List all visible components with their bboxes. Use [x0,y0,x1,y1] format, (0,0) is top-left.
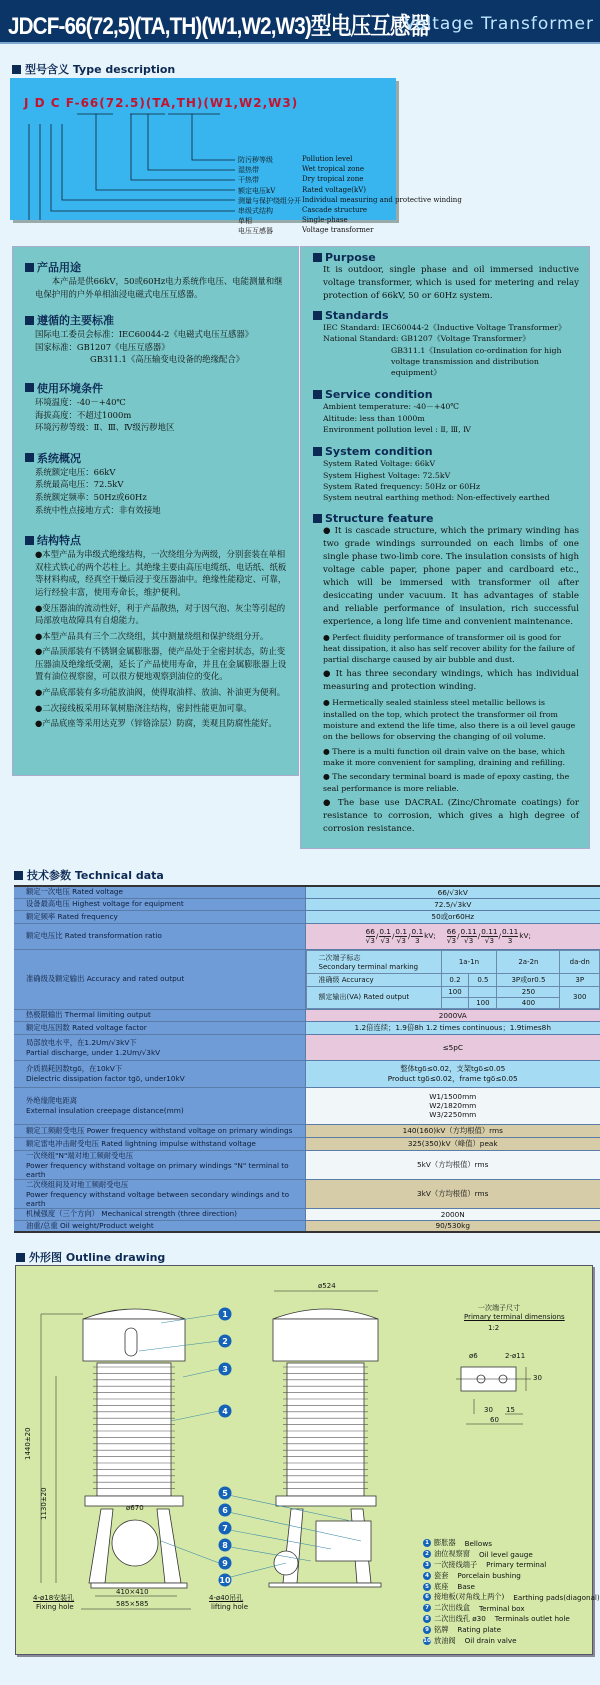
zh-system-line: 系统额定电压：66kV [35,466,116,477]
type-item-en: Rated voltage(kV) [302,185,367,194]
zh-standard-line: GB311.1《高压输变电设备的绝缘配合》 [90,354,245,365]
english-info-panel [300,246,590,849]
en-standards-heading: Standards [313,309,579,322]
technical-data-heading: 技术参数 Technical data [14,867,164,883]
type-description-heading: 型号含义 Type description [12,61,175,77]
svg-text:7: 7 [222,1524,228,1533]
callout-marker [219,1522,232,1535]
legend-number: 3 [423,1561,431,1569]
legend-item: 4 瓷套 Porcelain bushing [423,1570,600,1581]
structure-bullet: ● The secondary terminal board is made of epoxy casting, the seal performance is more reliable. [323,772,570,793]
svg-text:8: 8 [222,1541,228,1550]
legend-number: 9 [423,1626,431,1634]
ratio-fraction: $\frac{0.1}{√3}$ [379,926,391,945]
en-standard-line: National Standard: GB1207《Voltage Transformer》 [323,334,531,344]
callout-marker [219,1539,232,1552]
type-item-zh: 单相 [238,217,252,226]
type-item-en: Wet tropical zone [302,165,365,174]
fixing-hole-label-en: Fixing hole [36,1603,74,1611]
zh-purpose-heading: 产品用途 [25,259,288,275]
oil-level-gauge [125,1328,137,1356]
ratio-fraction: $\frac{0.11}{√3}$ [481,926,498,945]
type-item-en: Single-phase [302,216,348,225]
table-row: 额定频率 Rated frequency 50或or60Hz [14,910,600,923]
structure-bullet: ●本型产品具有三个二次绕组，其中测量绕组和保护绕组分开。 [35,630,269,641]
terminal-d11: 2-ø11 [505,1352,526,1360]
type-item-zh: 防污秽等级 [238,156,273,164]
zh-structure-heading: 结构特点 [25,532,288,548]
table-row: 额定电压比 Rated transformation ratio $\frac{66}{√3}$ / $\frac{0.1}{√3}$ / $\frac{0.1}{√3}$ / $\frac{0.1}{3}$ kV; $\frac{66}{√3}$ / $\frac{0.11}{√3}$ / $\frac{0.11}{√3}$ / $\frac{0.11}{3}$ kV; [14,923,600,949]
callout-marker [219,1574,232,1587]
zh-service-line: 环境温度：-40－+40℃ [35,396,126,407]
height-dimension-2: 1130±20 [40,1487,48,1520]
legend-number: 4 [423,1572,431,1580]
structure-bullet: ●变压器油的流动性好，利于产品散热，对于因气泡、灰尘等引起的局部放电故障具有自熄能力。 [35,602,286,626]
table-row: 热极限输出 Thermal limiting output 2000VA [14,1009,600,1021]
model-code: J D C F-66(72.5)(TA,TH)(W1,W2,W3) [24,96,299,110]
legend-item: 3 一次接线端子 Primary terminal [423,1560,600,1571]
table-row: 二次绕组间及对地工频耐受电压 Power frequency withstand voltage between secondary windings and to earth 3kV（方均根值）rms [14,1179,600,1208]
en-system-heading: System condition [313,445,579,458]
zh-service-line: 海拔高度：不超过1000m [35,409,132,420]
ratio-fraction: $\frac{66}{√3}$ [446,926,457,945]
structure-bullet: ● Hermetically sealed stainless steel metallic bellows is installed on the top, which protect the transformer oil from moisture and extend the life time, also there is a oil level gauge on the bellows for observing the changing of oil volume. [323,698,576,742]
table-row: 油重/总重 Oil weight/Product weight 90/530kg [14,1220,600,1232]
zh-service-heading: 使用环境条件 [25,380,288,396]
callout-marker [219,1308,232,1321]
type-item-zh: 额定电压kV [238,186,276,195]
type-item-en: Cascade structure [302,206,368,214]
callout-marker [219,1487,232,1500]
lifting-hole-label: 4-ø40吊孔 [209,1594,244,1602]
en-structure-heading: Structure feature [313,512,579,525]
structure-bullet: ●本型产品为串级式绝缘结构，一次绕组分为两级，分别套装在单相双柱式铁心的两个芯柱上。其绝缘主要由高压电缆纸、电话纸、纸板等材料构成，经真空干燥后浸于变压器油中。绝缘性能稳定、可靠，运行经验丰富，使用寿命长，维护便利。 [35,549,287,597]
legend-item: 2 油位视察窗 Oil level gauge [423,1549,600,1560]
zh-standards-heading: 遵循的主要标准 [25,312,288,328]
base-plate [269,1583,381,1587]
table-row: 额定雷电冲击耐受电压 Rated lightning impulse withstand voltage 325(350)kV（峰值）peak [14,1137,600,1150]
legend-item: 7 二次出线盒 Terminal box [423,1603,600,1614]
rating-plate [112,1520,158,1566]
svg-text:4: 4 [222,1407,228,1416]
zh-standard-line: 国际电工委员会标准：IEC60044-2《电磁式电压互感器》 [35,329,254,340]
legend-item: 5 底座 Base [423,1581,600,1592]
base-diameter: ø670 [126,1504,144,1512]
zh-system-heading: 系统概况 [25,450,288,466]
type-item-zh: 湿热带 [238,166,259,175]
zh-standard-line: 国家标准：GB1207《电压互感器》 [35,341,170,352]
legend-item: 9 铭牌 Rating plate [423,1624,600,1635]
en-purpose-heading: Purpose [313,251,579,264]
technical-data-table [14,885,600,1233]
ratio-unit: kV; [519,931,531,940]
structure-bullet: ●产品顶部装有不锈钢金属膨胀器，使产品处于全密封状态，防止变压器油及绝缘纸受潮，延长了产品使用寿命，并且在金属膨胀器上设置有油位视察窗，可以很方便地观察到油位的变化。 [35,646,287,682]
legend-item: 6 接地板(对角线上两个) Earthing pads(diagonal) [423,1592,600,1603]
type-item-zh: 电压互感器 [238,227,273,236]
terminal-title-en: Primary terminal dimensions [464,1313,565,1321]
callout-marker [219,1504,232,1517]
page-title-en: Voltage Transformer [403,14,594,34]
svg-text:3: 3 [222,1365,228,1374]
legend-number: 1 [423,1539,431,1547]
terminal-d6: ø6 [469,1352,478,1360]
table-row: 一次绕组"N"端对地工频耐受电压 Power frequency withstand voltage on primary windings "N" terminal to earth 5kV（方均根值）rms [14,1150,600,1179]
structure-bullet: ● It has three secondary windings, which has individual measuring and protection winding. [323,669,579,693]
zh-purpose-text: 本产品是供66kV，50或60Hz电力系统作电压、电能测量和继电保护用的户外单相油浸电磁式电压互感器。 [35,276,283,299]
legend-item: 8 二次出线孔 ø30 Terminals outlet hole [423,1614,600,1625]
en-system-line: System Highest Voltage: 72.5kV [323,470,451,480]
zh-service-line: 环境污秽等级：Ⅱ、Ⅲ、Ⅳ级污秽地区 [35,422,175,433]
ratio-fraction: $\frac{66}{√3}$ [365,926,375,945]
terminal-w30: 30 [484,1406,493,1414]
zh-system-line: 系统中性点接地方式：非有效接地 [35,504,161,515]
page-title: JDCF-66(72,5)(TA,TH)(W1,W2,W3)型电压互感器 [8,13,430,40]
ratio-unit: kV; [424,931,436,940]
structure-bullet: ● There is a multi function oil drain valve on the base, which make it more convenient for sampling, draining and refilling. [323,746,566,767]
type-item-en: Pollution level [302,155,353,163]
ratio-fraction: $\frac{0.1}{√3}$ [395,926,408,945]
svg-text:1: 1 [222,1310,228,1319]
svg-text:2: 2 [222,1337,228,1346]
ratio-fraction: $\frac{0.11}{3}$ [501,926,519,945]
accuracy-subtable: 二次端子标志 Secondary terminal marking 1a-1n 2a-2n da-dn 准确级 Accuracy 0.2 0.5 3P或or0.5 3P 额定输出(VA) Rated output 100 250 300 100 400 [306,950,600,1009]
table-row: 局部放电水平，在1.2Um/√3kV下 Partial discharge, under 1.2Um/√3kV ≤5pC [14,1034,600,1060]
bellows [273,1319,378,1361]
en-standard-line: GB311.1《Insulation co-ordination for high voltage transmission and distribution equipment》 [391,345,562,378]
fixing-hole-label: 4-ø18安装孔 [33,1594,75,1602]
terminal-w15: 15 [506,1406,515,1414]
type-item-zh: 串级式结构 [238,207,273,215]
terminal-h30: 30 [533,1374,542,1382]
lifting-hole-label-en: lifting hole [211,1603,248,1611]
legend-number: 10 [423,1637,431,1644]
svg-text:9: 9 [222,1559,228,1568]
base-dim-585: 585×585 [116,1600,149,1608]
table-row: 额定电压因数 Rated voltage factor 1.2倍连续；1.9倍8h 1.2 times continuous；1.9times8h [14,1021,600,1034]
callout-marker [219,1335,232,1348]
svg-text:6: 6 [222,1506,228,1515]
type-item-en: Dry tropical zone [302,175,364,184]
base-flange [276,1496,376,1506]
table-row: 设备最高电压 Highest voltage for equipment 72.5/√3kV [14,898,600,910]
page-header [0,0,600,44]
structure-bullet: ● It is cascade structure, which the primary winding has two grade windings surrounded on each limbs of one single phase two-limb core. The insulation consists of high voltage cable paper, phone paper and cardboard etc., which will be immersed with transformer oil after desiccating under vacuum. It has advantages of stable and reliable performance of insulation, rich successful experience, a long life time and convenient maintenance. [323,525,579,627]
structure-bullet: ●产品底座等采用达克罗（锌铬涂层）防腐，美观且防腐性能好。 [35,718,277,729]
zh-system-line: 系统额定频率：50Hz或60Hz [35,491,147,502]
top-diameter: ø524 [318,1282,336,1290]
terminal-title: 一次端子尺寸 [478,1304,520,1312]
en-service-line: Environment pollution level : Ⅱ, Ⅲ, Ⅳ [323,425,471,435]
svg-text:10: 10 [219,1576,231,1585]
en-service-heading: Service condition [313,388,579,401]
type-description-box [10,78,462,236]
ratio-cell: $\frac{66}{√3}$ / $\frac{0.1}{√3}$ / $\frac{0.1}{√3}$ / $\frac{0.1}{3}$ kV; $\frac{66}{√3}$ / $\frac{0.11}{√3}$ / $\frac{0.11}{√3}$ / $\frac{0.11}{3}$ kV; [305,923,600,949]
terminal-box [316,1521,371,1561]
legend-number: 8 [423,1615,431,1623]
terminal-scale: 1:2 [488,1324,500,1332]
ratio-fraction: $\frac{0.11}{√3}$ [460,926,477,945]
legend-item: 1 膨胀器 Bellows [423,1538,600,1549]
structure-bullet: ●产品底部装有多功能放油阀，使得取油样、放油、补油更为便利。 [35,687,286,698]
table-row: 机械强度（三个方向） Mechanical strength (three direction) 2000N [14,1208,600,1220]
type-item-zh: 干热带 [238,176,259,185]
en-service-line: Altitude: less than 1000m [323,413,425,423]
legend-number: 7 [423,1604,431,1612]
component-legend [423,1538,600,1646]
en-system-line: System neutral earthing method: Non-effectively earthed [323,493,550,503]
height-dimension: 1440±20 [24,1427,32,1460]
legend-number: 6 [423,1593,431,1601]
legend-item: 10 放油阀 Oil drain valve [423,1635,517,1646]
structure-bullet: ● Perfect fluidity performance of transformer oil is good for heat dissipation, it also has self recover ability for the failure of partial discharge caused by air bubble and dust. [323,632,575,665]
callout-marker [219,1405,232,1418]
table-row: 介质损耗因数tgδ，在10kV下 Dielectric dissipation factor tgδ, under10kV 整体tgδ≤0.02，支架tgδ≤0.05 Product tgδ≤0.02，frame tgδ≤0.05 [14,1060,600,1087]
svg-text:5: 5 [222,1489,228,1498]
en-standard-line: IEC Standard: IEC60044-2《Inductive Voltage Transformer》 [323,323,566,332]
en-system-line: System Rated frequency: 50Hz or 60Hz [323,481,481,491]
callout-marker [219,1557,232,1570]
callout-marker [219,1363,232,1376]
bellows-dome [83,1309,185,1319]
type-item-en: Individual measuring and protective winding [302,195,462,204]
zh-system-line: 系统最高电压：72.5kV [35,479,124,490]
chinese-info-panel [12,246,299,776]
table-row: 准确级及额定输出 Accuracy and rated output 二次端子标志 Secondary terminal marking 1a-1n 2a-2n da-dn 准确级 Accuracy 0.2 0.5 3P或or0.5 3P 额定输出(VA) Rated output 100 250 300 100 400 [14,949,600,1009]
structure-bullet: ● The base use DACRAL (Zinc/Chromate coatings) for resistance to corrosion, which gives a high degree of corrosion resistance. [323,797,579,834]
structure-bullet: ●二次接线板采用环氧树脂浇注结构，密封性能更加可靠。 [35,702,252,713]
type-item-zh: 测量与保护绕组分开 [238,196,301,205]
en-service-line: Ambient temperature: -40－+40℃ [323,402,460,412]
type-item-en: Voltage transformer [302,226,374,235]
legend-number: 2 [423,1550,431,1558]
terminal-w60: 60 [490,1416,499,1424]
table-row: 外绝缘爬电距离 External insulation creepage distance(mm) W1/1500mm W2/1820mm W3/2250mm [14,1087,600,1124]
legend-number: 5 [423,1583,431,1591]
outline-drawing-heading: 外形图 Outline drawing [16,1249,165,1265]
table-row: 额定一次电压 Rated voltage 66/√3kV [14,886,600,898]
bellows-dome [273,1309,378,1319]
en-system-line: System Rated Voltage: 66kV [323,459,436,469]
ratio-fraction: $\frac{0.1}{3}$ [411,926,424,945]
base-dim-410: 410×410 [116,1588,149,1596]
table-row: 额定工频耐受电压 Power frequency withstand voltage on primary windings 140(160)kV（方均根值）rms [14,1124,600,1137]
en-purpose-text: It is outdoor, single phase and oil immersed inductive voltage transformer, which is used for metering and relay protection of 66kV, 50 or 60Hz system. [323,265,579,301]
